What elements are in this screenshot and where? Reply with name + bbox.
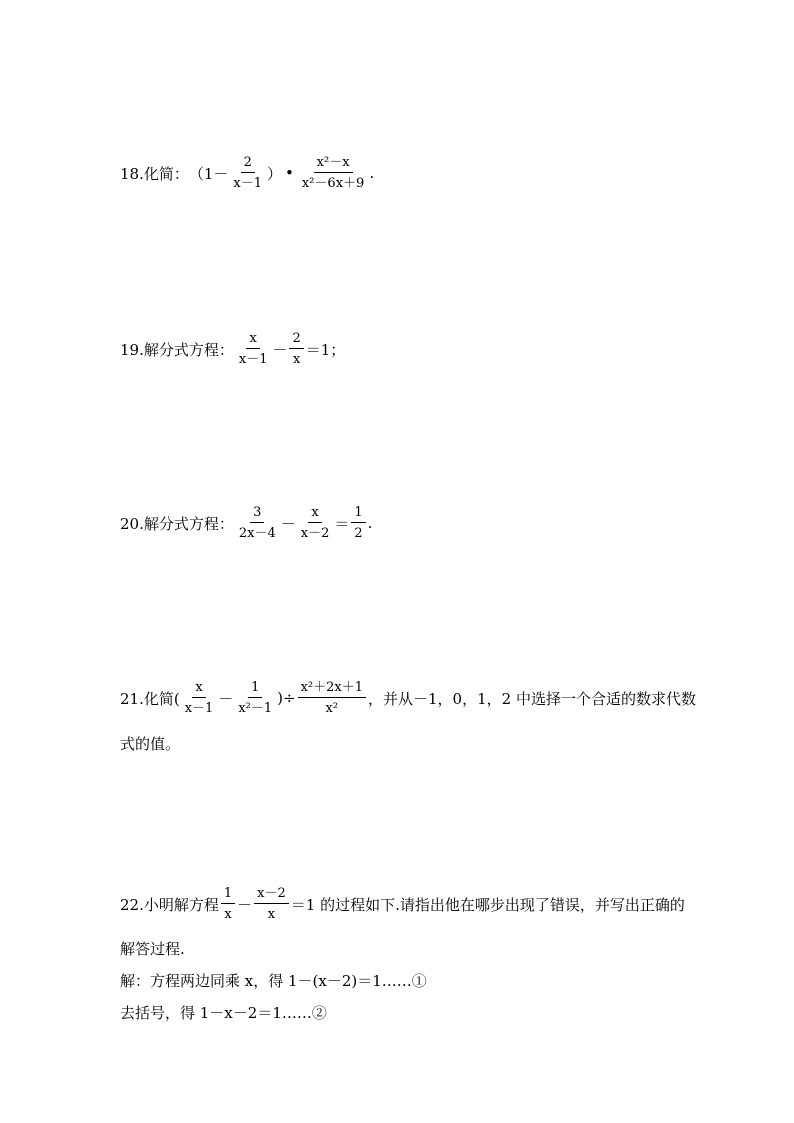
q21-line-2: 式的值。 xyxy=(120,735,181,753)
q22-line-4: 去括号，得 1－x－2＝1……② xyxy=(120,1004,327,1022)
q20-prefix: 20.解分式方程： xyxy=(120,514,234,533)
q19-prefix: 19.解分式方程： xyxy=(120,340,234,359)
q22-line-3: 解：方程两边同乘 x，得 1－(x－2)＝1……① xyxy=(120,972,427,990)
q21-minus: － xyxy=(218,689,234,708)
q18-prefix: 18.化简： xyxy=(120,164,189,183)
q20-fraction-3 xyxy=(351,506,365,540)
q20-f3-numerator: 1 xyxy=(351,506,365,523)
q21-f1-numerator: x xyxy=(192,681,205,698)
q22-prefix: 22.小明解方程 xyxy=(120,895,219,914)
q20-minus: － xyxy=(280,514,296,533)
q19-fraction-2 xyxy=(289,332,303,366)
q18-f1-denominator: x－1 xyxy=(233,176,263,191)
q18-fraction-1 xyxy=(230,156,265,190)
q21-f1-denominator: x－1 xyxy=(184,701,214,716)
q20-equals: ＝ xyxy=(334,514,350,533)
question-19 xyxy=(120,332,345,366)
q21-f3-numerator: x²＋2x＋1 xyxy=(298,681,366,698)
q22-f2-numerator: x－2 xyxy=(254,887,289,904)
q22-f2-denominator: x xyxy=(267,907,276,922)
q18-f1-numerator: 2 xyxy=(241,156,255,173)
question-18 xyxy=(120,156,374,190)
q20-f2-denominator: x－2 xyxy=(300,526,330,541)
q20-fraction-2 xyxy=(298,506,333,540)
q21-f2-denominator: x²－1 xyxy=(238,701,273,716)
q19-f1-denominator: x－1 xyxy=(238,352,268,367)
q18-f2-numerator: x²－x xyxy=(314,156,353,173)
q20-end: . xyxy=(367,514,373,532)
q21-fraction-3 xyxy=(298,681,366,715)
q21-f3-denominator: x² xyxy=(325,701,339,716)
q19-rhs: ＝1； xyxy=(305,340,346,359)
q19-f2-numerator: 2 xyxy=(289,332,303,349)
q22-tail: ＝1 的过程如下.请指出他在哪步出现了错误，并写出正确的 xyxy=(290,895,685,914)
q20-f3-denominator: 2 xyxy=(354,526,363,541)
q22-line-2: 解答过程. xyxy=(120,940,185,958)
question-22 xyxy=(120,887,685,921)
q21-prefix: 21.化简( xyxy=(120,689,180,708)
q18-close: ） xyxy=(267,164,283,183)
q19-fraction-1 xyxy=(236,332,271,366)
q19-f2-denominator: x xyxy=(292,352,301,367)
q22-f1-denominator: x xyxy=(224,907,232,922)
q18-fraction-2 xyxy=(299,156,367,190)
q22-fraction-2 xyxy=(254,887,289,921)
q21-fraction-1 xyxy=(182,681,217,715)
q21-fraction-2 xyxy=(235,681,275,715)
question-21 xyxy=(120,681,696,715)
q18-open: （1－ xyxy=(188,164,229,183)
q21-f2-numerator: 1 xyxy=(248,681,262,698)
question-20 xyxy=(120,506,372,540)
q22-f1-numerator: 1 xyxy=(221,887,235,904)
q18-end: . xyxy=(369,164,375,182)
q21-close-divide: )÷ xyxy=(277,689,296,707)
q20-fraction-1 xyxy=(236,506,279,540)
q19-f1-numerator: x xyxy=(246,332,259,349)
q22-minus: － xyxy=(237,895,253,914)
q20-f1-numerator: 3 xyxy=(250,506,264,523)
q22-fraction-1 xyxy=(221,887,235,921)
q19-minus: － xyxy=(272,340,288,359)
q20-f2-numerator: x xyxy=(308,506,321,523)
q20-f1-denominator: 2x－4 xyxy=(238,526,276,541)
q18-f2-denominator: x²－6x＋9 xyxy=(301,176,365,191)
q18-dot: • xyxy=(285,164,294,182)
q21-tail: ，并从－1，0，1，2 中选择一个合适的数求代数 xyxy=(368,689,696,708)
